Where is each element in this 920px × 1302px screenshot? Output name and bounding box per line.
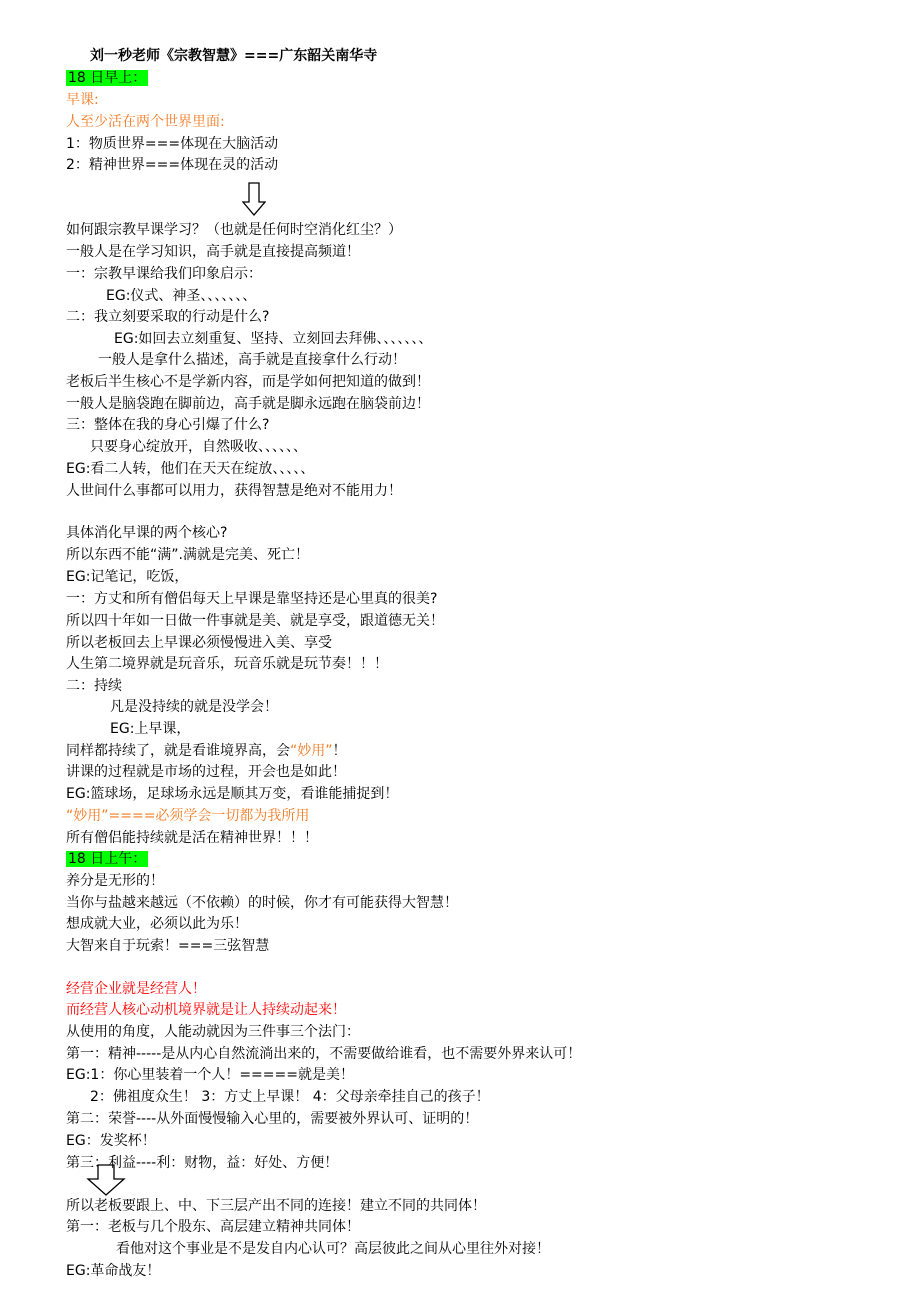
text-line: 如何跟宗教早课学习？（也就是任何时空消化红尘？） — [66, 222, 402, 238]
text-line: 一：宗教早课给我们印象启示： — [66, 266, 262, 282]
text-line: 第一：精神-----是从内心自然流淌出来的，不需要做给谁看，也不需要外界来认可！ — [66, 1046, 582, 1062]
text-line — [66, 740, 347, 762]
text-line: 人世间什么事都可以用力，获得智慧是绝对不能用力！ — [66, 483, 402, 499]
text-line: 只要身心绽放开，自然吸收、、、、、、 — [90, 439, 307, 455]
text-line: 看他对这个事业是不是发自内心认可？高层彼此之间从心里往外对接！ — [116, 1241, 550, 1257]
text-line: 二：持续 — [66, 678, 122, 694]
text-line: EG:上早课， — [110, 721, 191, 737]
text-line: 老板后半生核心不是学新内容，而是学如何把知道的做到！ — [66, 374, 430, 390]
text-line: EG:革命战友！ — [66, 1263, 161, 1279]
text-line: 想成就大业，必须以此为乐！ — [66, 916, 248, 932]
text-line: 一般人是脑袋跑在脚前边，高手就是脚永远跑在脑袋前边！ — [66, 396, 430, 412]
down-arrow-icon — [86, 1164, 126, 1196]
text-line: 讲课的过程就是市场的过程，开会也是如此！ — [66, 764, 346, 780]
section-heading — [66, 67, 148, 89]
text-segment: 同样都持续了，就是看谁境界高，会 — [66, 743, 290, 759]
text-line: “妙用”====必须学会一切都为我所用 — [66, 808, 310, 824]
highlighted-date: 18 日早上： — [68, 70, 147, 86]
text-line: 第二：荣誉----从外面慢慢输入心里的，需要被外界认可、证明的！ — [66, 1111, 479, 1127]
text-line: 早课: — [66, 92, 99, 108]
text-line: 养分是无形的！ — [66, 873, 164, 889]
text-line: 二：我立刻要采取的行动是什么? — [66, 309, 270, 325]
text-line: EG：发奖杯！ — [66, 1133, 156, 1149]
text-line: 三：整体在我的身心引爆了什么? — [66, 417, 270, 433]
text-line: 而经营人核心动机境界就是让人持续动起来！ — [66, 1002, 346, 1018]
text-line: EG:1：你心里装着一个人！=====就是美！ — [66, 1067, 354, 1083]
text-line: 一般人是拿什么描述，高手就是直接拿什么行动！ — [98, 352, 406, 368]
text-line: 具体消化早课的两个核心? — [66, 525, 228, 541]
text-line: EG:记笔记，吃饭， — [66, 569, 189, 585]
text-line: EG:看二人转，他们在天天在绽放、、、、、 — [66, 461, 315, 477]
text-line: 第三：利益----利：财物，益：好处、方便！ — [66, 1155, 339, 1171]
text-line: 第一：老板与几个股东、高层建立精神共同体！ — [66, 1219, 360, 1235]
text-line: EG:篮球场，足球场永远是顺其万变，看谁能捕捉到！ — [66, 786, 399, 802]
text-line: 凡是没持续的就是没学会！ — [110, 699, 278, 715]
text-line: 2：精神世界===体现在灵的活动 — [66, 157, 279, 173]
text-line: 人至少活在两个世界里面: — [66, 114, 225, 130]
text-line: 所以四十年如一日做一件事就是美、就是享受，跟道德无关！ — [66, 613, 444, 629]
text-line: 2：佛祖度众生！ 3：方丈上早课！ 4：父母亲牵挂自己的孩子！ — [90, 1089, 490, 1105]
text-line: EG:如回去立刻重复、坚持、立刻回去拜佛、、、、、、、 — [114, 331, 433, 347]
text-line: 所以老板要跟上、中、下三层产出不同的连接！建立不同的共同体！ — [66, 1198, 486, 1214]
text-line: 经营企业就是经营人！ — [66, 981, 206, 997]
text-line: 人生第二境界就是玩音乐，玩音乐就是玩节奏！！！ — [66, 656, 388, 672]
text-line: 所以老板回去上早课必须慢慢进入美、享受 — [66, 635, 332, 651]
text-line: 大智来自于玩索！===三弦智慧 — [66, 938, 270, 954]
document-title: 刘一秒老师《宗教智慧》===广东韶关南华寺 — [90, 48, 378, 64]
text-line: 当你与盐越来越远（不依赖）的时候，你才有可能获得大智慧！ — [66, 895, 458, 911]
text-line: 所以东西不能“满”.满就是完美、死亡！ — [66, 547, 309, 563]
text-line: EG:仪式、神圣、、、、、、、 — [106, 288, 257, 304]
text-line: 一般人是在学习知识，高手就是直接提高频道！ — [66, 244, 360, 260]
text-line: 所有僧侣能持续就是活在精神世界！！！ — [66, 830, 318, 846]
text-segment: ！ — [332, 743, 347, 759]
highlighted-phrase: “妙用” — [290, 743, 333, 759]
down-arrow-icon — [242, 182, 266, 216]
section-heading — [66, 848, 148, 870]
text-line: 从使用的角度，人能动就因为三件事三个法门： — [66, 1024, 360, 1040]
text-line: 一：方丈和所有僧侣每天上早课是靠坚持还是心里真的很美? — [66, 591, 438, 607]
text-line: 1：物质世界===体现在大脑活动 — [66, 136, 279, 152]
highlighted-date: 18 日上午： — [68, 851, 147, 867]
